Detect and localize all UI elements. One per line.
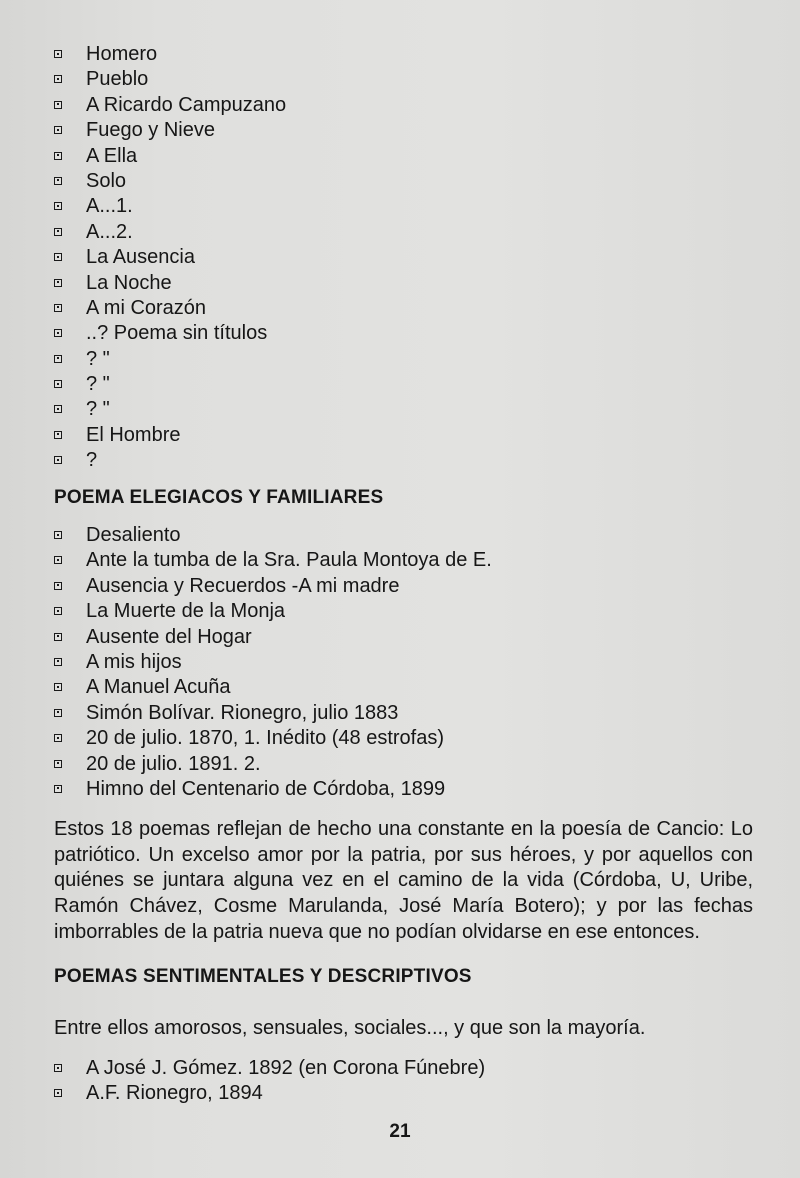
poem-list-3 <box>54 1056 485 1107</box>
list-item <box>54 726 492 751</box>
list-item <box>54 650 492 675</box>
square-bullet-icon <box>54 531 62 539</box>
square-bullet-icon <box>54 304 62 312</box>
list-item-text: Ante la tumba de la Sra. Paula Montoya de E. <box>86 549 492 572</box>
square-bullet-icon <box>54 279 62 287</box>
list-item <box>54 296 286 321</box>
list-item <box>54 1081 485 1106</box>
square-bullet-icon <box>54 355 62 363</box>
list-item <box>54 675 492 700</box>
list-item-text: 20 de julio. 1870, 1. Inédito (48 estrofas) <box>86 727 445 750</box>
list-item-text: A mis hijos <box>86 650 182 673</box>
list-item-text: ? " <box>86 347 110 370</box>
square-bullet-icon <box>54 329 62 337</box>
square-bullet-icon <box>54 760 62 768</box>
list-item-text: ? " <box>86 373 110 396</box>
square-bullet-icon <box>54 582 62 590</box>
list-item-text: ? <box>86 449 98 472</box>
square-bullet-icon <box>54 126 62 134</box>
list-item-text: A...1. <box>86 195 133 218</box>
square-bullet-icon <box>54 228 62 236</box>
list-item-text: A Ella <box>86 144 138 167</box>
square-bullet-icon <box>54 456 62 464</box>
list-item <box>54 245 286 270</box>
list-item-text: La Noche <box>86 271 172 294</box>
list-item <box>54 548 492 573</box>
list-item <box>54 169 286 194</box>
square-bullet-icon <box>54 177 62 185</box>
square-bullet-icon <box>54 253 62 261</box>
square-bullet-icon <box>54 380 62 388</box>
section-heading-sentimentales: POEMAS SENTIMENTALES Y DESCRIPTIVOS <box>54 966 472 987</box>
list-item-text: 20 de julio. 1891. 2. <box>86 752 261 775</box>
square-bullet-icon <box>54 75 62 83</box>
list-item-text: A Ricardo Campuzano <box>86 93 287 116</box>
square-bullet-icon <box>54 607 62 615</box>
list-item-text: El Hombre <box>86 423 181 446</box>
list-item <box>54 42 286 67</box>
list-item-text: ..? Poema sin títulos <box>86 322 268 345</box>
square-bullet-icon <box>54 556 62 564</box>
square-bullet-icon <box>54 734 62 742</box>
list-item-text: Pueblo <box>86 68 149 91</box>
list-item <box>54 347 286 372</box>
list-item <box>54 448 286 473</box>
square-bullet-icon <box>54 50 62 58</box>
page-number: 21 <box>389 1121 411 1142</box>
list-item-text: Himno del Centenario de Córdoba, 1899 <box>86 777 446 800</box>
list-item <box>54 1056 485 1081</box>
list-item <box>54 118 286 143</box>
list-item-text: A.F. Rionegro, 1894 <box>86 1082 263 1105</box>
list-item-text: La Ausencia <box>86 246 195 269</box>
list-item <box>54 599 492 624</box>
square-bullet-icon <box>54 658 62 666</box>
list-item-text: Fuego y Nieve <box>86 119 215 142</box>
list-item-text: La Muerte de la Monja <box>86 600 286 623</box>
square-bullet-icon <box>54 152 62 160</box>
list-item <box>54 523 492 548</box>
list-item-text: ? " <box>86 398 110 421</box>
poem-list-2 <box>54 523 492 802</box>
list-item <box>54 372 286 397</box>
square-bullet-icon <box>54 202 62 210</box>
body-paragraph: Entre ellos amorosos, sensuales, sociales..., y que son la mayoría. <box>54 1017 646 1039</box>
list-item <box>54 144 286 169</box>
list-item <box>54 625 492 650</box>
list-item-text: Simón Bolívar. Rionegro, julio 1883 <box>86 701 399 724</box>
list-item <box>54 777 492 802</box>
list-item <box>54 271 286 296</box>
list-item-text: A...2. <box>86 220 133 243</box>
list-item <box>54 574 492 599</box>
list-item <box>54 194 286 219</box>
list-item-text: Solo <box>86 169 127 192</box>
square-bullet-icon <box>54 1089 62 1097</box>
list-item-text: Ausente del Hogar <box>86 625 252 648</box>
list-item <box>54 397 286 422</box>
section-heading-elegiacos: POEMA ELEGIACOS Y FAMILIARES <box>54 487 384 508</box>
square-bullet-icon <box>54 683 62 691</box>
list-item-text: Ausencia y Recuerdos -A mi madre <box>86 574 400 597</box>
list-item-text: A mi Corazón <box>86 296 207 319</box>
square-bullet-icon <box>54 785 62 793</box>
list-item <box>54 321 286 346</box>
list-item <box>54 93 286 118</box>
body-paragraph: Estos 18 poemas reflejan de hecho una constante en la poesía de Cancio: Lo patriótico. Un excelso amor por la patria, por sus héroes, y por aquellos con quiénes se juntara alguna vez en el camino de la vida (Córdoba, U, Uribe, Ramón Chávez, Cosme Marulanda, José María Botero); y por las fechas imborrables de la patria nueva que no podían olvidarse en ese entonces. <box>54 818 753 943</box>
list-item <box>54 220 286 245</box>
list-item <box>54 752 492 777</box>
list-item-text: A Manuel Acuña <box>86 676 231 699</box>
list-item-text: A José J. Gómez. 1892 (en Corona Fúnebre) <box>86 1057 486 1079</box>
list-item <box>54 423 286 448</box>
poem-list-1 <box>54 42 286 474</box>
square-bullet-icon <box>54 101 62 109</box>
list-item <box>54 701 492 726</box>
list-item <box>54 67 286 92</box>
list-item-text: Desaliento <box>86 524 181 546</box>
list-item-text: Homero <box>86 43 158 65</box>
square-bullet-icon <box>54 633 62 641</box>
square-bullet-icon <box>54 405 62 413</box>
square-bullet-icon <box>54 1064 62 1072</box>
square-bullet-icon <box>54 431 62 439</box>
square-bullet-icon <box>54 709 62 717</box>
